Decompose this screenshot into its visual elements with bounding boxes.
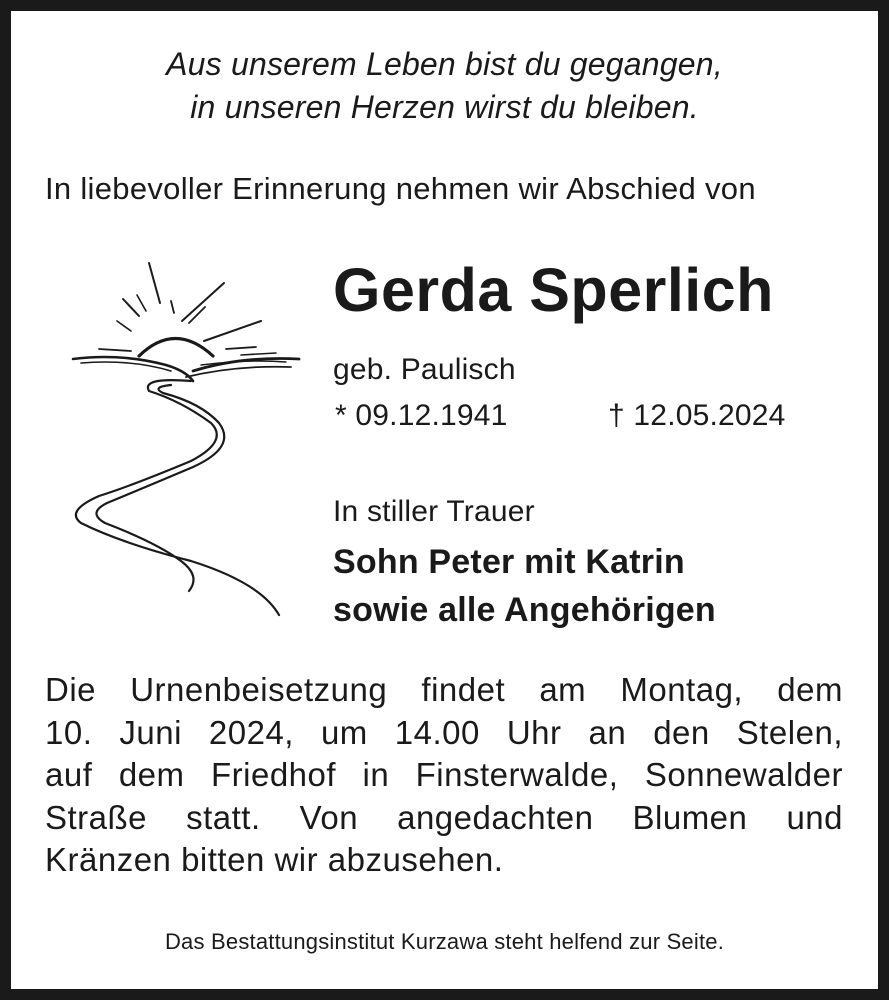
burial-line: Die Urnenbeisetzung findet am Montag, dem xyxy=(45,671,843,708)
mourners-line-2: sowie alle Angehörigen xyxy=(333,591,716,629)
burial-line: auf dem Friedhof in Finsterwalde, Sonnewalder xyxy=(45,756,843,793)
birth-date: * 09.12.1941 xyxy=(335,399,508,432)
funeral-home-note: Das Bestattungsinstitut Kurzawa steht helfend zur Seite. xyxy=(164,929,725,954)
mourners-line-1: Sohn Peter mit Katrin xyxy=(333,543,685,581)
motto-line-1: Aus unserem Leben bist du gegangen, xyxy=(166,46,723,82)
death-date: † 12.05.2024 xyxy=(608,399,786,432)
deceased-name: Gerda Sperlich xyxy=(333,256,774,324)
burial-line: Straße statt. Von angedachten Blumen und xyxy=(45,798,843,836)
birth-name: geb. Paulisch xyxy=(333,353,516,386)
burial-line: 10. Juni 2024, um 14.00 Uhr an den Stelen, xyxy=(45,713,843,751)
sunset-path-icon xyxy=(61,261,311,621)
intro-text: In liebevoller Erinnerung nehmen wir Abschied von xyxy=(45,171,756,206)
burial-line: Kränzen bitten wir abzusehen. xyxy=(45,841,504,878)
burial-announcement xyxy=(45,669,843,882)
motto-line-2: in unseren Herzen wirst du bleiben. xyxy=(190,89,699,125)
mourning-label: In stiller Trauer xyxy=(333,495,535,528)
